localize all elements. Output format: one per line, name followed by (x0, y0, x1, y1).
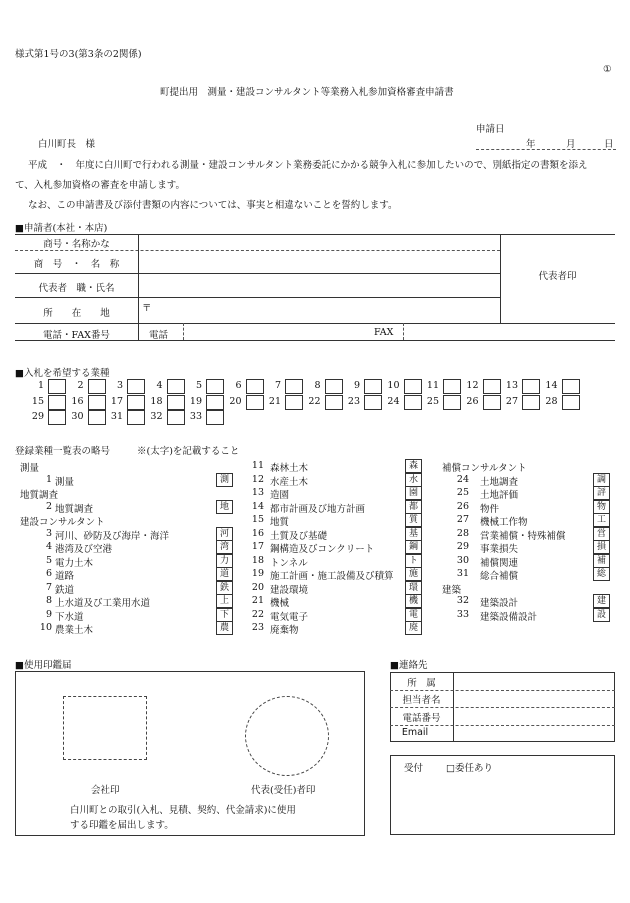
intro-line-3: なお、この申請書及び添付書類の内容については、事実と相違ないことを誓約します。 (28, 200, 398, 211)
code-number: 12 (251, 473, 264, 485)
code-industry-name: 建築設備設計 (480, 611, 538, 623)
industry-checkbox-19[interactable] (206, 395, 224, 410)
industry-checkbox-17[interactable] (127, 395, 145, 410)
date-year-label: 年 (526, 139, 536, 150)
code-industry-name: 鉄道 (55, 584, 75, 596)
industry-checkbox-21[interactable] (285, 395, 303, 410)
code-industry-name: 地質調査 (55, 503, 94, 515)
code-number: 13 (251, 487, 264, 498)
contact-person-field[interactable] (454, 691, 614, 706)
code-industry-name: 施工計画・施工設備及び積算 (270, 571, 394, 582)
code-abbreviation: 施 (405, 567, 422, 581)
industry-number-2: 2 (77, 380, 84, 391)
industry-checkbox-2[interactable] (88, 379, 106, 394)
industry-checkbox-25[interactable] (443, 395, 461, 410)
code-category-heading: 地質調査 (20, 490, 59, 501)
code-industry-name: 下水道 (55, 611, 84, 623)
fax-field[interactable] (404, 324, 614, 339)
code-abbreviation: 補 (593, 554, 610, 568)
document-title: 町提出用 測量・建設コンサルタント等業務入札参加資格審査申請書 (160, 87, 454, 98)
code-number: 17 (251, 541, 264, 552)
code-abbreviation: 基 (405, 527, 422, 541)
industry-checkbox-13[interactable] (522, 379, 540, 394)
code-number: 20 (251, 581, 264, 593)
company-name-label: 商 号 ・ 名 称 (33, 259, 120, 270)
industry-checkbox-1[interactable] (48, 379, 66, 394)
code-abbreviation: 地 (216, 500, 233, 514)
code-abbreviation: 設 (593, 608, 610, 622)
industry-checkbox-31[interactable] (127, 410, 145, 425)
contact-dept-label: 所 属 (407, 678, 436, 689)
industry-number-8: 8 (314, 380, 321, 391)
industry-number-6: 6 (235, 380, 242, 391)
industry-number-13: 13 (505, 380, 518, 391)
representative-field[interactable] (139, 274, 499, 296)
industry-checkbox-33[interactable] (206, 410, 224, 425)
code-number: 24 (456, 473, 469, 485)
code-number: 14 (251, 500, 264, 512)
industry-checkbox-10[interactable] (404, 379, 422, 394)
code-number: 32 (456, 595, 469, 606)
code-industry-name: トンネル (270, 557, 308, 569)
code-abbreviation: 森 (405, 459, 422, 473)
fax-label: FAX (374, 327, 394, 338)
code-number: 3 (45, 527, 52, 539)
code-number: 19 (251, 568, 264, 579)
application-date-label: 申請日 (476, 124, 505, 135)
industry-checkbox-12[interactable] (483, 379, 501, 394)
code-number: 26 (456, 500, 469, 512)
contact-section-title: ■連絡先 (390, 660, 428, 671)
code-number: 4 (45, 541, 52, 552)
code-number: 11 (251, 460, 264, 471)
code-number: 33 (456, 608, 469, 620)
representative-label: 代表者 職・氏名 (38, 283, 115, 294)
industry-number-30: 30 (71, 411, 84, 422)
contact-phone-field[interactable] (454, 708, 614, 724)
address-field[interactable] (150, 298, 499, 322)
industry-number-10: 10 (387, 380, 400, 391)
code-industry-name: 港湾及び空港 (55, 544, 113, 555)
contact-email-field[interactable] (454, 726, 614, 741)
kana-field[interactable] (139, 235, 499, 249)
date-day-label: 日 (604, 139, 614, 150)
industry-number-27: 27 (505, 395, 518, 407)
code-abbreviation: 下 (216, 608, 233, 622)
code-number: 15 (251, 514, 264, 525)
postal-mark: 〒 (142, 303, 152, 314)
code-number: 18 (251, 554, 264, 566)
code-abbreviation: 河 (216, 527, 233, 541)
code-abbreviation: 力 (216, 554, 233, 568)
code-industry-name: 補償関連 (480, 557, 519, 569)
code-abbreviation: 損 (593, 540, 610, 554)
code-number: 27 (456, 514, 469, 525)
industry-number-23: 23 (347, 395, 360, 407)
code-industry-name: 廃棄物 (270, 625, 299, 636)
industry-number-21: 21 (268, 395, 281, 407)
code-industry-name: 道路 (55, 571, 75, 582)
code-industry-name: 物件 (480, 503, 500, 515)
intro-line-1: 平成 ・ 年度に白川町で行われる測量・建設コンサルタント業務委託にかかる競争入札に参加したいので、別紙指定の書類を添え (28, 160, 588, 171)
industry-checkbox-8[interactable] (325, 379, 343, 394)
code-abbreviation: 湾 (216, 540, 233, 554)
code-abbreviation: 物 (593, 500, 610, 514)
industry-number-31: 31 (110, 411, 123, 422)
code-abbreviation: 建 (593, 594, 610, 608)
code-number: 1 (45, 473, 52, 485)
code-industry-name: 機械 (270, 598, 290, 609)
industry-number-20: 20 (229, 395, 242, 407)
code-industry-name: 電力土木 (55, 557, 94, 569)
industry-checkbox-14[interactable] (562, 379, 580, 394)
code-abbreviation: 園 (405, 486, 422, 500)
industry-checkbox-32[interactable] (167, 410, 185, 425)
industry-number-14: 14 (545, 380, 558, 391)
seal-note-line-1: 白川町との取引(入札、見積、契約、代金請求)に使用 (70, 805, 296, 816)
code-industry-name: 建設環境 (270, 584, 309, 596)
code-number: 9 (45, 608, 52, 620)
code-industry-name: 土地評価 (480, 490, 519, 501)
code-abbreviation: 電 (405, 608, 422, 622)
code-number: 7 (45, 581, 52, 593)
industry-checkbox-3[interactable] (127, 379, 145, 394)
code-abbreviation: 農 (216, 621, 233, 635)
company-seal-area[interactable] (63, 696, 147, 760)
contact-phone-label: 電話番号 (402, 713, 441, 724)
code-abbreviation: 廃 (405, 621, 422, 635)
code-number: 25 (456, 487, 469, 498)
contact-dept-field[interactable] (454, 673, 614, 689)
industry-checkbox-26[interactable] (483, 395, 501, 410)
representative-seal-label: 代表者印 (538, 271, 577, 282)
code-abbreviation: 上 (216, 594, 233, 608)
code-industry-name: 営業補償・特殊補償 (480, 530, 566, 542)
code-industry-name: 都市計画及び地方計画 (270, 503, 366, 515)
applicant-section-title: ■申請者(本社・本店) (15, 223, 108, 234)
industry-number-28: 28 (545, 395, 558, 407)
code-industry-name: 測量 (55, 476, 75, 488)
code-abbreviation: 道 (216, 567, 233, 581)
industry-number-1: 1 (37, 380, 44, 391)
code-category-heading: 建築 (442, 584, 462, 596)
industry-checkbox-4[interactable] (167, 379, 185, 394)
circle-number: ① (603, 64, 612, 75)
code-industry-name: 水産土木 (270, 476, 309, 488)
intro-line-2: て、入札参加資格の審査を申請します。 (15, 180, 186, 191)
reception-box (390, 755, 615, 835)
rep-seal-label: 代表(受任)者印 (251, 785, 316, 796)
industry-number-26: 26 (466, 395, 479, 407)
industry-checkbox-30[interactable] (88, 410, 106, 425)
company-seal-label: 会社印 (91, 785, 120, 796)
codes-note: ※(太字)を記載すること (137, 446, 240, 457)
kana-label: 商号・名称かな (43, 239, 110, 250)
industry-checkbox-9[interactable] (364, 379, 382, 394)
phone-fax-label: 電話・FAX番号 (43, 330, 110, 341)
industry-number-12: 12 (466, 380, 479, 391)
code-industry-name: 機械工作物 (480, 517, 528, 528)
code-number: 5 (45, 554, 52, 566)
industry-checkbox-16[interactable] (88, 395, 106, 410)
code-industry-name: 地質 (270, 517, 290, 528)
industry-checkbox-11[interactable] (443, 379, 461, 394)
code-industry-name: 土質及び基礎 (270, 530, 328, 542)
rep-seal-area[interactable] (245, 696, 329, 776)
seal-note-line-2: する印鑑を届出します。 (70, 820, 174, 831)
industry-checkbox-23[interactable] (364, 395, 382, 410)
industry-number-19: 19 (189, 395, 202, 407)
code-industry-name: 河川、砂防及び海岸・海洋 (55, 530, 170, 542)
industry-number-18: 18 (150, 395, 163, 407)
industry-number-3: 3 (116, 380, 123, 391)
code-number: 10 (39, 622, 52, 633)
code-abbreviation: 機 (405, 594, 422, 608)
addressee: 白川町長 様 (38, 139, 96, 150)
code-industry-name: 土地調査 (480, 476, 519, 488)
industry-number-4: 4 (156, 380, 163, 391)
industry-number-9: 9 (353, 380, 360, 391)
code-industry-name: 鋼構造及びコンクリート (270, 544, 375, 555)
contact-person-label: 担当者名 (402, 695, 441, 706)
form-number: 様式第1号の3(第3条の2関係) (15, 49, 142, 60)
code-category-heading: 建設コンサルタント (20, 517, 105, 528)
code-abbreviation: 鋼 (405, 540, 422, 554)
seal-section-title: ■使用印鑑届 (15, 660, 72, 671)
code-number: 2 (45, 500, 52, 512)
industry-checkbox-6[interactable] (246, 379, 264, 394)
code-abbreviation: 測 (216, 473, 233, 487)
phone-label: 電話 (149, 330, 169, 341)
code-industry-name: 事業損失 (480, 544, 519, 555)
code-industry-name: 森林土木 (270, 463, 309, 474)
code-industry-name: 総合補償 (480, 571, 519, 582)
industry-checkbox-5[interactable] (206, 379, 224, 394)
reception-label: 受付 (404, 763, 424, 774)
industry-checkbox-28[interactable] (562, 395, 580, 410)
industry-checkbox-7[interactable] (285, 379, 303, 394)
code-industry-name: 上水道及び工業用水道 (55, 598, 151, 609)
code-abbreviation: 総 (593, 567, 610, 581)
code-number: 21 (251, 595, 264, 606)
industry-number-32: 32 (150, 411, 163, 422)
industry-number-33: 33 (189, 411, 202, 422)
industry-number-11: 11 (426, 380, 439, 391)
industry-checkbox-24[interactable] (404, 395, 422, 410)
code-abbreviation: 水 (405, 473, 422, 487)
code-number: 28 (456, 527, 469, 539)
code-abbreviation: 営 (593, 527, 610, 541)
industry-checkbox-27[interactable] (522, 395, 540, 410)
delegation-checkbox[interactable]: □委任あり (446, 763, 493, 774)
code-abbreviation: 調 (593, 473, 610, 487)
code-abbreviation: ト (405, 554, 422, 568)
address-label: 所 在 地 (43, 308, 110, 319)
industry-number-22: 22 (308, 395, 321, 407)
code-number: 29 (456, 541, 469, 552)
code-abbreviation: 評 (593, 486, 610, 500)
industry-checkbox-22[interactable] (325, 395, 343, 410)
code-number: 8 (45, 595, 52, 606)
company-name-field[interactable] (139, 251, 499, 272)
date-month-label: 月 (566, 139, 576, 150)
industry-number-16: 16 (71, 395, 84, 407)
code-industry-name: 造園 (270, 490, 290, 501)
codes-title: 登録業種一覧表の略号 (15, 446, 111, 457)
industries-section-title: ■入札を希望する業種 (15, 368, 110, 379)
code-number: 23 (251, 622, 264, 633)
code-number: 22 (251, 608, 264, 620)
industry-number-7: 7 (274, 380, 281, 391)
code-abbreviation: 質 (405, 513, 422, 527)
industry-number-25: 25 (426, 395, 439, 407)
code-category-heading: 補償コンサルタント (442, 463, 527, 474)
code-number: 16 (251, 527, 264, 539)
code-industry-name: 農業土木 (55, 625, 94, 636)
industry-checkbox-18[interactable] (167, 395, 185, 410)
code-number: 30 (456, 554, 469, 566)
code-abbreviation: 鉄 (216, 581, 233, 595)
industry-number-24: 24 (387, 395, 400, 407)
industry-checkbox-29[interactable] (48, 410, 66, 425)
code-abbreviation: 工 (593, 513, 610, 527)
industry-number-15: 15 (31, 395, 44, 407)
contact-email-label: Email (401, 727, 429, 738)
industry-checkbox-20[interactable] (246, 395, 264, 410)
code-abbreviation: 都 (405, 500, 422, 514)
code-number: 31 (456, 568, 469, 579)
industry-number-29: 29 (31, 411, 44, 422)
industry-number-5: 5 (195, 380, 202, 391)
code-category-heading: 測量 (20, 463, 40, 474)
industry-number-17: 17 (110, 395, 123, 407)
industry-checkbox-15[interactable] (48, 395, 66, 410)
date-underline (476, 149, 616, 150)
phone-field[interactable] (184, 324, 370, 339)
code-industry-name: 電気電子 (270, 611, 309, 623)
code-number: 6 (45, 568, 52, 579)
code-industry-name: 建築設計 (480, 598, 519, 609)
code-abbreviation: 環 (405, 581, 422, 595)
